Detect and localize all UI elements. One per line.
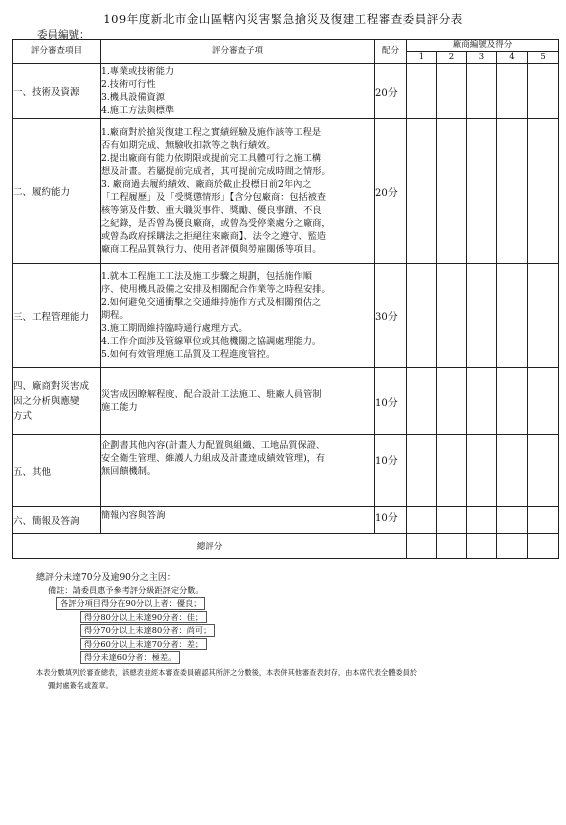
score-cell[interactable] [467,119,497,264]
score-cell[interactable] [528,435,559,507]
score-cell[interactable] [497,264,528,368]
points-value: 10分 [375,507,407,534]
footer-line: 本表分數填列於審查總表，該總表並經本審查委員確認其所評之分數後，本表併其他審查表封存，由本席代表全體委員於 [36,668,417,678]
points-value: 20分 [375,64,407,119]
score-cell[interactable] [407,64,437,119]
score-cell[interactable] [528,368,559,435]
sub-line: 安全衛生管理、維護人力組成及計畫達成績效管理)，有 [101,453,326,464]
score-table [12,39,559,559]
table-row [13,368,559,435]
sub-line: 想及計畫。若屬提前完成者，其可提前完成時間之情形。 [101,166,331,177]
sub-line: 1.廠商對於搶災復建工程之實績經驗及施作該等工程是 [101,127,322,138]
points-value: 20分 [375,119,407,264]
total-row [13,534,559,559]
sub-items [101,264,375,368]
item-label: 二、履約能力 [13,119,101,264]
header-points: 配分 [375,40,407,64]
item-label [13,368,101,435]
score-cell[interactable] [467,368,497,435]
score-cell[interactable] [528,507,559,534]
table-row [13,119,559,264]
score-cell[interactable] [407,119,437,264]
score-cell[interactable] [467,64,497,119]
total-label: 總評分 [13,534,407,559]
item-label: 一、技術及資源 [13,64,101,119]
table-row [13,435,559,507]
header-sub: 評分審查子項 [101,40,375,64]
vendor-number: 3 [467,52,497,64]
notes-section [36,572,417,692]
sub-line: 「工程履歷」及「受獎懲情形」【含分包廠商：包括被查 [101,192,327,203]
sub-line: 核等第及件數、重大職災事件、獎勵、優良事蹟、不良 [101,205,322,216]
form-title: 109年度新北市金山區轄內災害緊急搶災及復建工程審查委員評分表 [103,12,463,26]
score-cell[interactable] [437,507,467,534]
score-cell[interactable] [407,368,437,435]
score-cell[interactable] [407,435,437,507]
vendor-number: 4 [497,52,528,64]
header-row [13,40,559,52]
item-label-line: 四、廠商對災害成 [13,380,90,392]
total-score-cell[interactable] [497,534,528,559]
score-cell[interactable] [467,507,497,534]
footer-line: 彌封處簽名或蓋章。 [48,680,113,690]
sub-line: 3. 廠商過去履約績效、廠商於截止投標日前2年內之 [101,179,312,190]
sub-line: 災害成因瞭解程度、配合設計工法施工、駐廠人員管制 [101,389,322,400]
grade-scale [36,597,417,665]
sub-line: 2.技術可行性 [101,79,156,90]
sub-line: 或曾為政府採購法之拒絕往來廠商】、法令之遵守、監造 [101,231,327,242]
table-row [13,64,559,119]
committee-number-label: 委員編號： [37,29,90,41]
score-cell[interactable] [467,264,497,368]
sub-line: 3.機具設備資源 [101,92,165,103]
score-cell[interactable] [497,119,528,264]
score-cell[interactable] [497,368,528,435]
table-row [13,264,559,368]
grade-line: 得分60分以上未達70分者：差； [80,638,207,651]
sub-items [101,119,375,264]
sub-line: 2.如何避免交通衝擊之交通維持施作方式及相關預估之 [101,297,322,308]
sub-items [101,368,375,435]
score-cell[interactable] [467,435,497,507]
score-cell[interactable] [528,119,559,264]
total-score-cell[interactable] [437,534,467,559]
sub-line: 5.如何有效管理施工品質及工程進度管控。 [101,349,276,360]
remark-line: 備註：請委員惠予參考評分級距評定分數。 [48,585,204,596]
sub-items [101,64,375,119]
sub-line: 3.施工期間維持臨時通行處理方式。 [101,323,248,334]
score-cell[interactable] [437,435,467,507]
sub-items [101,435,375,507]
sub-line: 4.工作介面涉及管線單位或其他機關之協調處理能力。 [101,336,322,347]
sub-line: 1.專業或技術能力 [101,66,175,77]
grade-line: 得分未達60分者：極差。 [80,651,180,664]
sub-line: 期程。 [101,310,129,321]
score-cell[interactable] [528,64,559,119]
score-cell[interactable] [497,435,528,507]
grade-line: 得分70分以上未達80分者：尚可； [80,624,215,637]
score-cell[interactable] [497,507,528,534]
item-label: 六、簡報及答詢 [13,507,101,534]
sub-line: 簡報內容與答詢 [101,510,166,521]
total-score-cell[interactable] [467,534,497,559]
item-label-line: 因之分析與應變 [13,395,80,407]
sub-items [101,507,375,534]
grade-line: 得分80分以上未達90分者：佳； [80,611,207,624]
header-vendor: 廠商編號及得分 [407,40,559,52]
score-cell[interactable] [437,368,467,435]
table-row [13,507,559,534]
grade-line: 各評分項目得分在90分以上者：優良； [56,597,205,610]
sub-line: 施工能力 [101,402,138,413]
sub-line: 否有如期完成、無驗收扣款等之執行績效。 [101,140,276,151]
score-cell[interactable] [528,264,559,368]
score-cell[interactable] [407,264,437,368]
vendor-number: 1 [407,52,437,64]
item-label-line: 方式 [13,410,33,422]
total-score-cell[interactable] [407,534,437,559]
header-item: 評分審查項目 [13,40,101,64]
total-score-cell[interactable] [528,534,559,559]
sub-line: 序、使用機具設備之安排及相關配合作業等之時程安排。 [101,284,331,295]
sub-line: 無回饋機制。 [101,466,157,477]
item-label: 五、其他 [13,435,101,507]
sub-line: 廠商工程品質執行力、使用者評價與勞雇關係等項目。 [101,244,322,255]
points-value: 10分 [375,435,407,507]
score-cell[interactable] [407,507,437,534]
sub-line: 企劃書其他內容(計畫人力配置與組織、工地品質保證、 [101,440,326,451]
item-label: 三、工程管理能力 [13,264,101,368]
sub-line: 1.就本工程施工工法及施工步驟之規劃，包括施作順 [101,271,312,282]
points-value: 30分 [375,264,407,368]
vendor-number: 5 [528,52,559,64]
points-value: 10分 [375,368,407,435]
score-cell[interactable] [437,64,467,119]
vendor-number: 2 [437,52,467,64]
reason-label: 總評分未達70分及逾90分之主因： [36,573,176,583]
score-cell[interactable] [437,264,467,368]
score-cell[interactable] [497,64,528,119]
sub-line: 之紀錄，是否曾為優良廠商，或曾為受停業處分之廠商， [101,218,331,229]
sub-line: 4.施工方法與標準 [101,105,175,116]
sub-line: 2.提出廠商有能力依期限或提前完工具體可行之施工構 [101,153,322,164]
score-cell[interactable] [437,119,467,264]
